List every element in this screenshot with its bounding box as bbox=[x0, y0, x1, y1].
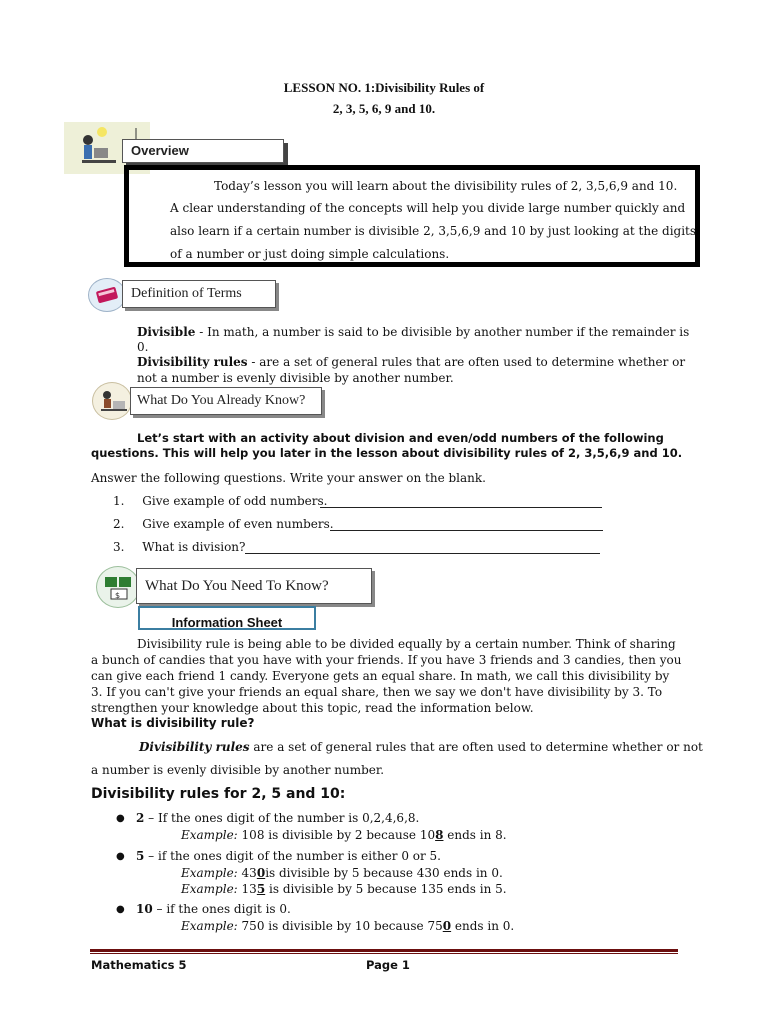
already-know-heading: What Do You Already Know? bbox=[130, 387, 322, 415]
info-paragraph-line5: strengthen your knowledge about this topic, read the information below. bbox=[91, 701, 534, 715]
footer-subject: Mathematics 5 bbox=[91, 958, 187, 972]
example-label: Example: bbox=[181, 866, 238, 880]
question-text: Give example of even numbers. bbox=[142, 517, 334, 531]
overview-line3: also learn if a certain number is divisible 2, 3,5,6,9 and 10 by just looking at the digits bbox=[170, 224, 697, 238]
definition-rules-line2: not a number is evenly divisible by another number. bbox=[137, 371, 454, 385]
info-paragraph-line3: can give each friend 1 candy. Everyone gets an equal share. In math, we call this divisibility by bbox=[91, 669, 670, 683]
information-sheet-text: Information Sheet bbox=[171, 615, 283, 630]
footer-rule-thick bbox=[90, 949, 678, 952]
bullet-icon: ● bbox=[116, 813, 125, 824]
svg-text:$: $ bbox=[115, 591, 121, 600]
book-icon bbox=[88, 278, 126, 312]
overview-heading: Overview bbox=[122, 139, 284, 163]
lesson-title-line2: 2, 3, 5, 6, 9 and 10. bbox=[332, 101, 436, 116]
def-divisible-text: - In math, a number is said to be divisible by another number if the remainder is bbox=[195, 325, 690, 339]
question-number: 1. bbox=[113, 494, 125, 508]
info-book-icon bbox=[96, 566, 140, 608]
question-3 bbox=[113, 540, 245, 554]
rule-2-number: 2 bbox=[136, 811, 145, 825]
info-paragraph-line2: a bunch of candies that you have with your friends. If you have 3 friends and 3 candies, then you bbox=[91, 653, 682, 667]
term-divisibility-rules: Divisibility rules bbox=[137, 355, 248, 369]
overview-line1: Today’s lesson you will learn about the divisibility rules of 2, 3,5,6,9 and 10. bbox=[214, 179, 678, 193]
rule-5-example-1 bbox=[181, 865, 503, 881]
rule-5-text: – if the ones digit of the number is either 0 or 5. bbox=[144, 849, 441, 863]
rule-10 bbox=[136, 901, 291, 917]
bullet-icon: ● bbox=[116, 851, 125, 862]
footer-rule-thin bbox=[90, 953, 678, 954]
example-digit: 0 bbox=[256, 866, 266, 880]
rule-5-example-2 bbox=[181, 881, 507, 897]
definition-divisible-line2: 0. bbox=[137, 340, 149, 354]
student-desk-icon bbox=[92, 382, 132, 420]
rule-2-example bbox=[181, 827, 507, 843]
question-1 bbox=[113, 494, 327, 508]
need-to-know-heading: What Do You Need To Know? bbox=[136, 568, 372, 604]
rules-heading: Divisibility rules for 2, 5 and 10: bbox=[91, 786, 346, 802]
example-text: ends in 0. bbox=[451, 919, 515, 933]
activity-intro-line2: questions. This will help you later in the lesson about divisibility rules of 2, 3,5,6,9 and 10. bbox=[91, 446, 683, 460]
rule-10-number: 10 bbox=[136, 902, 153, 916]
rule-definition-line2: a number is evenly divisible by another number. bbox=[91, 763, 385, 777]
example-digit: 8 bbox=[435, 828, 444, 842]
question-number: 3. bbox=[113, 540, 125, 554]
activity-instruction: Answer the following questions. Write your answer on the blank. bbox=[91, 471, 486, 485]
rule-5-number: 5 bbox=[136, 849, 145, 863]
answer-blank-2[interactable] bbox=[330, 518, 603, 531]
rule-2-text: – If the ones digit of the number is 0,2,4,6,8. bbox=[144, 811, 420, 825]
rule-10-text: – if the ones digit is 0. bbox=[152, 902, 291, 916]
definition-rules bbox=[137, 354, 685, 370]
lesson-title-line1: LESSON NO. 1:Divisibility Rules of bbox=[283, 80, 485, 95]
term-divisible: Divisible bbox=[137, 325, 196, 339]
rule-definition-line1 bbox=[139, 739, 703, 755]
information-sheet-label bbox=[138, 606, 316, 630]
answer-blank-3[interactable] bbox=[245, 541, 600, 554]
question-text: Give example of odd numbers. bbox=[142, 494, 328, 508]
rule-definition-text: are a set of general rules that are often used to determine whether or not bbox=[249, 740, 703, 754]
rule-10-example bbox=[181, 918, 514, 934]
what-is-rule-heading: What is divisibility rule? bbox=[91, 716, 255, 730]
footer-page-number: Page 1 bbox=[366, 958, 410, 972]
example-label: Example: bbox=[181, 919, 238, 933]
question-text: What is division? bbox=[142, 540, 246, 554]
example-text: 108 is divisible by 2 because 10 bbox=[237, 828, 436, 842]
example-digit: 0 bbox=[442, 919, 452, 933]
rule-definition-term: Divisibility rules bbox=[139, 740, 250, 754]
definition-heading: Definition of Terms bbox=[122, 280, 276, 308]
def-rules-text: - are a set of general rules that are often used to determine whether or bbox=[247, 355, 686, 369]
info-paragraph-line1: Divisibility rule is being able to be divided equally by a certain number. Think of sharing bbox=[137, 637, 676, 651]
activity-intro-line1: Let’s start with an activity about division and even/odd numbers of the following bbox=[137, 431, 664, 445]
definition-divisible bbox=[137, 324, 689, 340]
bullet-icon: ● bbox=[116, 904, 125, 915]
overview-line4: of a number or just doing simple calculations. bbox=[170, 247, 450, 261]
example-text: ends in 8. bbox=[443, 828, 507, 842]
example-text: 43 bbox=[237, 866, 257, 880]
question-2 bbox=[113, 517, 334, 531]
example-digit: 5 bbox=[256, 882, 266, 896]
question-number: 2. bbox=[113, 517, 125, 531]
rule-2 bbox=[136, 810, 419, 826]
example-text: 750 is divisible by 10 because 75 bbox=[237, 919, 443, 933]
info-paragraph-line4: 3. If you can't give your friends an equal share, then we say we don't have divisibility by 3. To bbox=[91, 685, 663, 699]
example-label: Example: bbox=[181, 828, 238, 842]
overview-line2: A clear understanding of the concepts will help you divide large number quickly and bbox=[170, 201, 686, 215]
rule-5 bbox=[136, 848, 441, 864]
answer-blank-1[interactable] bbox=[320, 495, 602, 508]
example-text: is divisible by 5 because 135 ends in 5. bbox=[265, 882, 507, 896]
example-text: is divisible by 5 because 430 ends in 0. bbox=[265, 866, 503, 880]
example-text: 13 bbox=[237, 882, 257, 896]
example-label: Example: bbox=[181, 882, 238, 896]
